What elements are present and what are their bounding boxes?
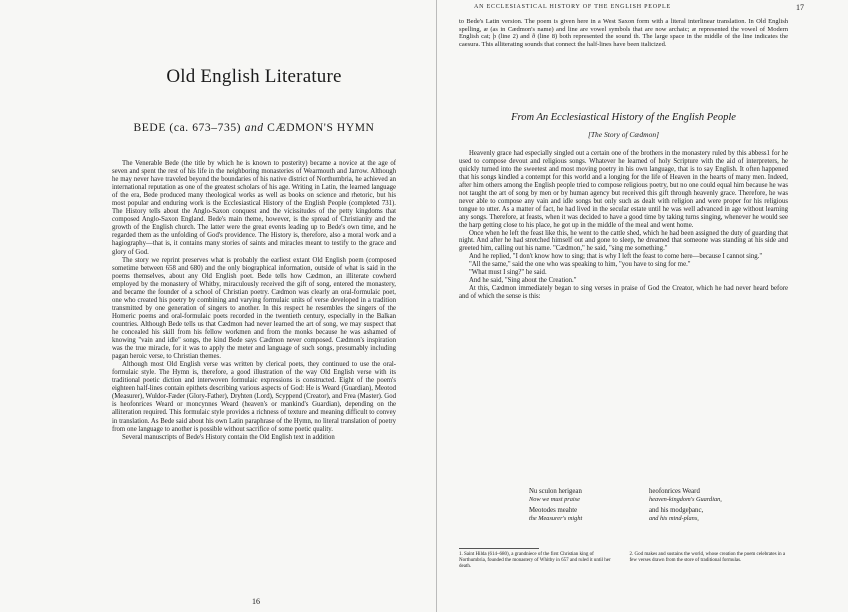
left-body-text	[112, 160, 396, 442]
paragraph: Once when he left the feast like this, he went to the cattle shed, which he had been assigned the duty of guarding that night. And after he had stretched himself out and gone to sleep, he dreamed that someone was standing at his side and greeted him, calling out his name. "Cædmon," he said, "sing me something."	[459, 229, 788, 253]
page-number: 17	[796, 3, 804, 12]
paragraph: The story we reprint preserves what is probably the earliest extant Old English poem (composed sometime between 658 and 680) and the only biographical information, outside of what is said in the poems themselves, about any Old English poet. Bede tells how Cædmon, an illiterate cowherd employed by the monastery of Whitby, miraculously received the gift of song, entered the monastery, and became the founder of a school of Christian poetry. Cædmon was clearly an oral-formulaic poet, one who created his poetry by combining and varying formulaic units of verse developed in a tradition transmitted by one generation of singers to another. In this respect he resembles the singers of the Homeric poems and oral-formulaic poets recorded in the twentieth century, especially in the Balkan countries. Although Bede tells us that Cædmon had never learned the art of song, we may suspect that he concealed his skill from his fellow workmen and from the monks because he was ashamed of knowing "vain and idle" songs, the kind Bede says Cædmon never composed. Cædmon's inspiration was the true miracle, for it was to apply the meter and language of such songs, presumably including pagan heroic verse, to Christian themes.	[112, 256, 396, 361]
poem-gloss	[529, 515, 789, 523]
poem-gloss-half: the Measurer's might	[529, 515, 583, 522]
poem-half-line: Nu sculon herigean	[529, 488, 582, 495]
paragraph: "All the same," said the one who was speaking to him, "you have to sing for me."	[469, 261, 691, 269]
paragraph: And he replied, "I don't know how to sing; that is why I left the feast to come here—because I cannot sing."	[469, 253, 763, 261]
footnote: 1. Saint Hilda (614–680), a grandniece of the first Christian king of Northumbria, founded the monastery of Whitby in 657 and ruled it until her death.	[459, 552, 611, 569]
poem-gloss-half: Now we must praise	[529, 496, 580, 503]
section-title-bede: BEDE (ca. 673–735)	[133, 122, 242, 134]
footnotes	[459, 552, 788, 570]
paragraph: Several manuscripts of Bede's History contain the Old English text in addition	[122, 433, 335, 441]
excerpt-heading: From An Ecclesiastical History of the English People	[511, 112, 736, 123]
paragraph: "What must I sing?" he said.	[469, 269, 547, 277]
poem-line	[529, 488, 789, 496]
paragraph: The Venerable Bede (the title by which he is known to posterity) became a novice at the age of seven and spent the rest of his life in the neighboring monasteries of Wearmouth and Jarrow. Although he may never have traveled beyond the boundaries of his native district of Northumbria, he achieved an international reputation as one of the greatest scholars of his age. Writing in Latin, the learned language of the era, Bede produced many theological works as well as books on science and rhetoric, but his most popular and enduring work is the Ecclesiastical History of the English People (completed 731). The History tells about the Anglo-Saxon conquest and the vicissitudes of the petty kingdoms that composed Anglo-Saxon England. Bede's main theme, however, is the spread of Christianity and the growth of the English church. The latter were the great events leading up to Bede's own time, and he regarded them as the unfolding of God's providence. The History is, therefore, also a moral work and a hagiography—that is, it contains many stories of saints and miracles meant to testify to the grace and glory of God.	[112, 160, 396, 256]
paragraph: At this, Cædmon immediately began to sing verses in praise of God the Creator, which he had never heard before and of which the sense is this:	[459, 285, 788, 301]
page-number: 16	[252, 597, 260, 606]
poem-line	[529, 507, 789, 515]
section-title-caedmon: CÆDMON'S HYMN	[267, 122, 375, 134]
poem-half-line: and his modgeþanc,	[649, 507, 704, 514]
running-head: AN ECCLESIASTICAL HISTORY OF THE ENGLISH PEOPLE	[474, 4, 671, 10]
paragraph: And he said, "Sing about the Creation."	[469, 277, 577, 285]
footnote: 2. God makes and sustains the world, whose creation the poem celebrates in a few verses drawn from the store of traditional formulas.	[629, 552, 786, 563]
paragraph: Heavenly grace had especially singled out a certain one of the brothers in the monastery ruled by this abbess1 for he used to compose devout and religious songs. Whatever he learned of holy Scripture with the aid of interpreters, he quickly turned into the sweetest and most moving poetry in his own language, that is to say English. It often happened that his songs kindled a contempt for this world and a longing for the life of Heaven in the hearts of many men. Indeed, after him others among the English people tried to compose religious poetry, but no one could equal him because he was not taught the art of song by men or by human agency but received this gift through heavenly grace. Therefore, he was never able to compose any vain and idle songs but only such as dealt with religion and were proper for his religious tongue to utter. As a matter of fact, he had lived in the secular estate until he was well advanced in age without learning any songs. Therefore, at feasts, when it was decided to have a good time by taking turns singing, whenever he would see the harp getting close to his place, he got up in the middle of the meal and went home.	[459, 150, 788, 229]
chapter-title: Old English Literature	[166, 66, 342, 87]
poem-half-line: Meotodes meahte	[529, 507, 578, 514]
poem-half-line: heofonrices Weard	[649, 488, 700, 495]
section-title	[112, 122, 396, 134]
poem-gloss-half: and his mind-plans,	[649, 515, 699, 522]
footnote-divider	[459, 548, 539, 549]
poem-gloss-half: heaven-kingdom's Guardian,	[649, 496, 722, 503]
right-body-text	[459, 150, 788, 301]
right-page	[436, 0, 848, 612]
section-title-and: and	[244, 122, 264, 134]
intro-text: to Bede's Latin version. The poem is given here in a West Saxon form with a literal interlinear translation. In Old English spelling, æ (as in Cædmon's name) and line are vowel symbols that are now archaic; æ represented the vowel of Modern English cat; þ (line 2) and ð (line 8) both represented the sound th. The large space in the middle of the line indicates the caesura. This alliterating sounds that connect the half-lines have been italicized.	[459, 18, 788, 48]
paragraph: Although most Old English verse was written by clerical poets, they continued to use the oral-formulaic style. The Hymn is, therefore, a good illustration of the way Old English verse with its traditional poetic diction and interwoven formulaic expressions is constructed. Eight of the poem's eighteen half-lines contain epithets describing various aspects of God: He is Weard (Guardian), Meotod (Measurer), Wuldor-Fæder (Glory-Father), Dryhten (Lord), Scyppend (Creator), and Frea (Master). God is heofonrices Weard or moncynnes Weard (heaven's or mankind's Guardian), depending on the alliteration required. This formulaic style provides a richness of texture and meaning difficult to convey in translation. As Bede said about his own Latin paraphrase of the Hymn, no literal translation of poetry from one language to another is possible without sacrifice of some poetic quality.	[112, 361, 396, 433]
poem	[529, 488, 789, 526]
poem-gloss	[529, 496, 789, 504]
excerpt-subheading: [The Story of Cædmon]	[587, 130, 660, 139]
